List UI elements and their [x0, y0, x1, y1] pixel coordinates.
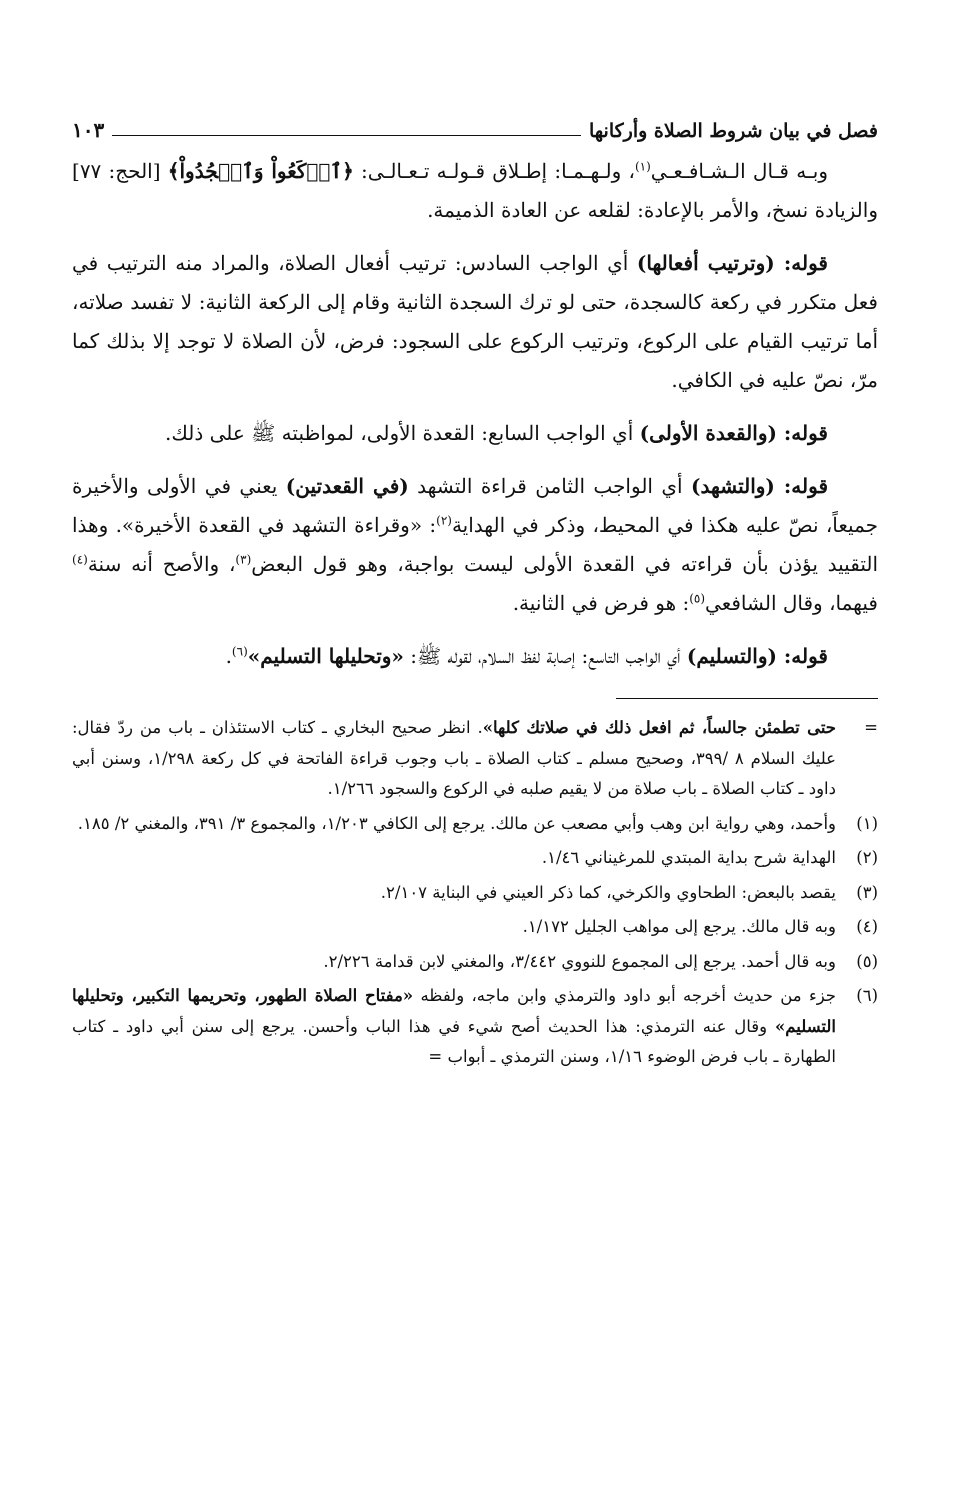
keyword-heading: (والقعدة الأولى)	[639, 421, 777, 445]
footnote-marker: (١)	[856, 813, 878, 833]
qawluhu-label: قوله:	[776, 421, 828, 445]
text-run: .	[225, 644, 232, 668]
text-run: ، ولـهـمـا: إطـلاق قـولـه تـعـالـى:	[353, 159, 635, 183]
main-text	[72, 152, 878, 676]
footnote-continuation	[72, 713, 878, 805]
paragraph-2	[72, 244, 878, 400]
footnote-marker: (٢)	[856, 848, 878, 867]
text-run: : «وقراءة التشهد في القعدة الأخيرة». وهذا التقييد يؤذن بأن قراءته في القعدة الأولى ليست بواجبة، وهو قول البعض	[72, 513, 879, 576]
footnote-divider	[616, 698, 878, 699]
footnote-5	[72, 947, 878, 978]
footnote-ref-5[interactable]: (٥)	[689, 591, 706, 606]
text-run: أي الواجب التاسع: إصابة لفظ السلام، لقوله ﷺ:	[403, 644, 687, 668]
qawluhu-label: قوله:	[776, 644, 828, 668]
footnote-2	[72, 843, 878, 874]
footnote-4	[72, 912, 878, 943]
keyword-heading: (والتشهد)	[691, 474, 775, 498]
page-header	[72, 108, 878, 142]
text-run: ، والأصح أنه سنة	[87, 552, 236, 576]
qawluhu-label: قوله:	[774, 251, 828, 275]
footnote-ref-2[interactable]: (٢)	[436, 513, 452, 528]
footnote-bold: حتى تطمئن جالساً، ثم افعل ذلك في صلاتك كلها»	[482, 718, 836, 737]
text-run: جزء من حديث أخرجه أبو داود والترمذي وابن ماجه، ولفظه	[413, 986, 836, 1005]
text-run: . انظر صحيح البخاري ـ كتاب الاستئذان ـ باب من ردّ فقال: عليك السلام ٨ /٣٩٩، وصحيح مسلم ـ كتاب الصلاة ـ باب وجوب قراءة الفاتحة في كل ركعة ١/٢٩٨، وسنن أبي داود ـ كتاب الصلاة ـ باب صلاة من لا يقيم صلبه في الركوع والسجود ١/٢٦٦.	[72, 718, 837, 798]
keyword-heading: (وترتيب أفعالها)	[636, 251, 775, 275]
footnote-ref-3[interactable]: (٣)	[235, 552, 252, 567]
footnote-text: وبه قال أحمد. يرجع إلى المجموع للنووي ٣/٤٤٢، والمغني لابن قدامة ٢/٢٢٦.	[323, 951, 836, 971]
footnote-ref-4[interactable]: (٤)	[72, 552, 88, 567]
text-run: وقال عنه الترمذي: هذا الحديث أصح شيء في هذا الباب وأحسن. يرجع إلى سنن أبي داود ـ كتاب الطهارة ـ باب فرض الوضوء ١/١٦، وسنن الترمذي ـ أبواب =	[72, 1016, 836, 1066]
keyword-heading: (والتسليم)	[686, 644, 777, 668]
footnote-marker: (٦)	[856, 986, 878, 1005]
paragraph-3	[72, 414, 878, 453]
footnote-6	[72, 981, 878, 1073]
footnote-text: وأحمد، وهي رواية ابن وهب وأبي مصعب عن مالك. يرجع إلى الكافي ١/٢٠٣، والمجموع ٣/ ٣٩١، والمغني ٢/ ١٨٥.	[77, 813, 836, 833]
text-run: [الحج: ٧٧] والزيادة نسخ، والأمر بالإعادة: لقلعه عن العادة الذميمة.	[72, 159, 878, 222]
page-number: ١٠٣	[72, 118, 105, 142]
footnote-ref-1[interactable]: (١)	[634, 159, 651, 174]
footnote-ref-6[interactable]: (٦)	[231, 644, 248, 659]
text-run: يعني في الأولى والأخيرة جميعاً، نصّ عليه هكذا في المحيط، وذكر في الهداية	[72, 474, 878, 537]
footnote-3	[72, 878, 878, 909]
footnote-text	[72, 713, 836, 805]
footnote-marker: (٣)	[856, 882, 878, 902]
footnote-text: يقصد بالبعض: الطحاوي والكرخي، كما ذكر العيني في البناية ٢/١٠٧.	[380, 882, 836, 902]
footnote-text: الهداية شرح بداية المبتدي للمرغيناني ١/٤٦.	[541, 848, 836, 867]
book-page	[72, 108, 878, 1358]
text-run: أي الواجب السابع: القعدة الأولى، لمواظبته ﷺ على ذلك.	[165, 421, 640, 445]
text-run: وبـه قـال الـشـافـعـي	[650, 159, 829, 183]
footnote-1	[72, 809, 878, 840]
paragraph-4	[72, 467, 878, 623]
paragraph-5	[72, 637, 878, 676]
footnote-marker: (٥)	[856, 951, 878, 971]
text-run: أي الواجب السادس: ترتيب أفعال الصلاة، والمراد منه الترتيب في فعل متكرر في ركعة كالسجدة، حتى لو ترك السجدة الثانية وقام إلى الركعة الثانية: لا تفسد صلاته، أما ترتيب القيام على الركوع، وترتيب الركوع على السجود: فرض، لأن الصلاة لا توجد إلا بذلك كما مرّ، نصّ عليه في الكافي.	[72, 251, 878, 392]
running-title: فصل في بيان شروط الصلاة وأركانها	[589, 120, 878, 142]
text-run: فيهما، وقال الشافعي	[705, 591, 878, 615]
keyword-heading: (في القعدتين)	[285, 474, 409, 498]
paragraph-1	[72, 152, 878, 230]
hadith-quote: «وتحليلها التسليم»	[247, 644, 404, 668]
footnotes	[72, 713, 878, 1073]
footnote-text	[72, 981, 836, 1073]
text-run: : هو فرض في الثانية.	[512, 591, 690, 615]
quran-verse: ﴿ٱرۡكَعُواْ وَٱسۡجُدُواْ﴾	[167, 159, 354, 183]
text-run: أي الواجب الثامن قراءة التشهد	[408, 474, 692, 498]
footnote-bold: «مفتاح الصلاة الطهور، وتحريمها التكبير، وتحليلها التسليم»	[72, 986, 836, 1036]
qawluhu-label: قوله:	[774, 474, 828, 498]
footnote-marker: (٤)	[856, 917, 878, 936]
header-rule	[112, 135, 581, 136]
footnote-text: وبه قال مالك. يرجع إلى مواهب الجليل ١/١٧٢.	[522, 917, 836, 936]
footnote-marker: =	[864, 718, 878, 737]
